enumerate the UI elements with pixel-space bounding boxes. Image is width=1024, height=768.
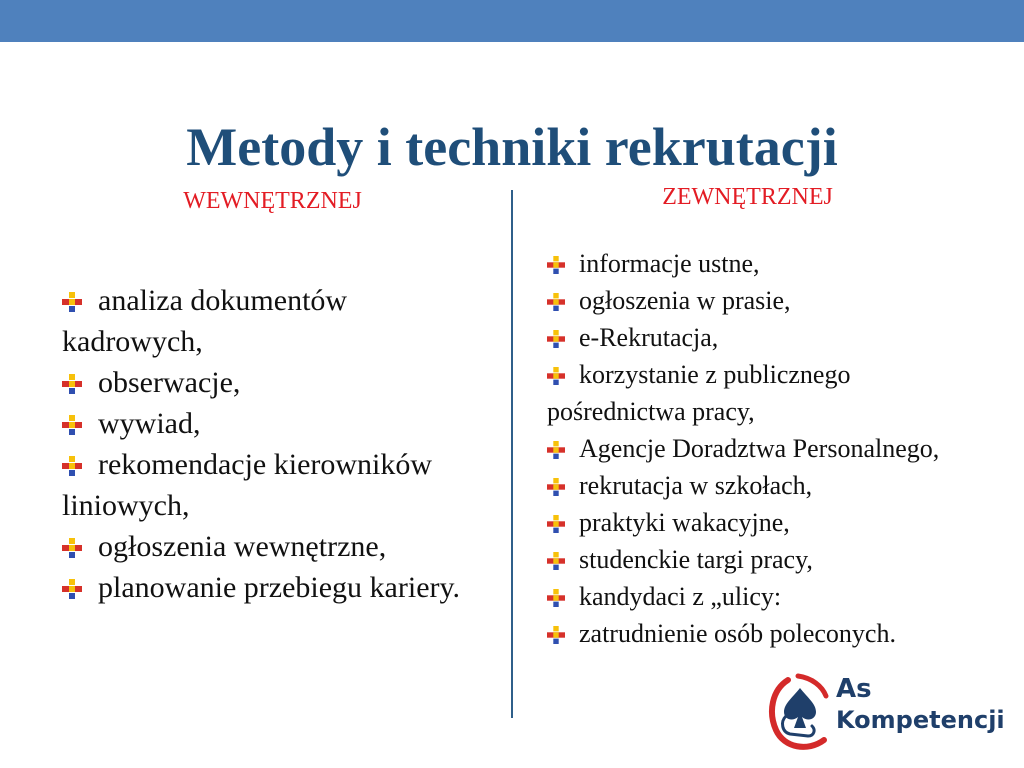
bullet-icon: [547, 293, 565, 311]
bullet-icon: [547, 478, 565, 496]
list-item-text: wywiad,: [98, 407, 201, 440]
slide-title: Metody i techniki rekrutacji: [186, 117, 838, 178]
list-item-text: rekomendacje kierowników liniowych,: [62, 448, 433, 522]
as-kompetencji-logo: [768, 658, 1005, 758]
spade-ring-logo-icon: [768, 666, 832, 756]
bullet-icon: [62, 456, 82, 476]
bullet-icon: [547, 441, 565, 459]
bullet-icon: [547, 330, 565, 348]
left-column-heading: WEWNĘTRZNEJ: [183, 188, 362, 214]
list-item: [547, 504, 967, 541]
list-item-text: korzystanie z publicznego pośrednictwa pracy,: [547, 360, 851, 426]
list-item: [62, 526, 472, 567]
bullet-icon: [62, 415, 82, 435]
bullet-icon: [547, 626, 565, 644]
list-item-text: analiza dokumentów kadrowych,: [62, 284, 348, 358]
list-item: [547, 578, 967, 615]
list-item: [547, 615, 967, 652]
list-item-text: rekrutacja w szkołach,: [579, 471, 813, 500]
list-item: [62, 362, 472, 403]
list-item: [62, 444, 472, 526]
logo-text-line2: Kompetencji: [836, 706, 1005, 734]
list-item-text: obserwacje,: [98, 366, 241, 399]
bullet-icon: [547, 589, 565, 607]
list-item-text: kandydaci z „ulicy:: [579, 582, 782, 611]
list-item-text: e-Rekrutacja,: [579, 323, 719, 352]
left-item-list: [62, 280, 472, 608]
list-item-text: Agencje Doradztwa Personalnego,: [579, 434, 940, 463]
top-bar: [0, 0, 1024, 42]
right-column-heading: ZEWNĘTRZNEJ: [662, 184, 833, 210]
bullet-icon: [62, 579, 82, 599]
list-item: [547, 467, 967, 504]
list-item-text: studenckie targi pracy,: [579, 545, 813, 574]
bullet-icon: [547, 367, 565, 385]
list-item: [547, 356, 967, 430]
bullet-icon: [547, 256, 565, 274]
list-item-text: ogłoszenia w prasie,: [579, 286, 791, 315]
bullet-icon: [62, 374, 82, 394]
right-item-list: [547, 245, 967, 652]
column-divider: [511, 190, 513, 718]
list-item-text: planowanie przebiegu kariery.: [98, 571, 461, 604]
bullet-icon: [547, 552, 565, 570]
list-item: [62, 280, 472, 362]
list-item: [62, 403, 472, 444]
bullet-icon: [62, 292, 82, 312]
list-item: [547, 245, 967, 282]
list-item: [547, 541, 967, 578]
list-item-text: informacje ustne,: [579, 249, 760, 278]
list-item: [62, 567, 472, 608]
list-item-text: praktyki wakacyjne,: [579, 508, 790, 537]
list-item-text: zatrudnienie osób poleconych.: [579, 619, 896, 648]
list-item: [547, 282, 967, 319]
list-item: [547, 319, 967, 356]
list-item: [547, 430, 967, 467]
bullet-icon: [62, 538, 82, 558]
bullet-icon: [547, 515, 565, 533]
list-item-text: ogłoszenia wewnętrzne,: [98, 530, 387, 563]
logo-text-line1: As: [836, 674, 872, 704]
